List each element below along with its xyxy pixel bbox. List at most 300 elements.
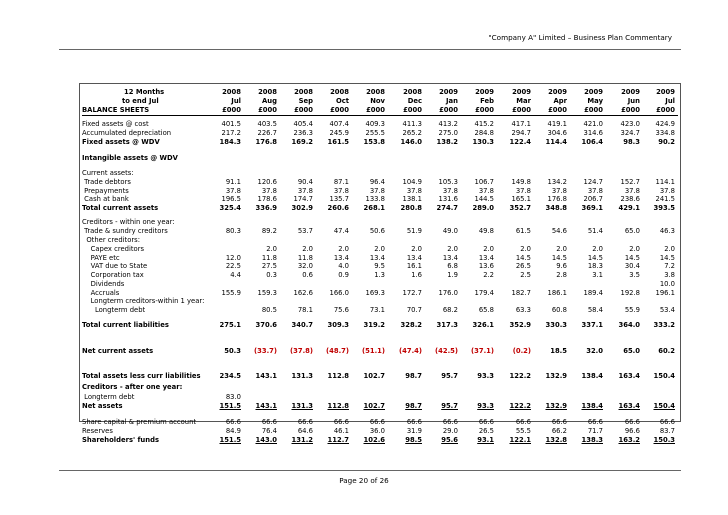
row-value-cell: 0.6	[302, 271, 313, 279]
row-value-cell: 83.0	[225, 393, 241, 401]
row-value-cell: 143.1	[255, 372, 277, 380]
row-value-cell: 421.0	[583, 120, 603, 128]
row-value-cell: 32.0	[586, 347, 603, 355]
row-value-cell: 132.9	[545, 402, 567, 410]
table-row	[82, 138, 678, 147]
row-value-cell: 90.2	[658, 138, 675, 146]
row-value-cell: £000	[294, 106, 313, 114]
row-value-cell: 13.4	[406, 254, 422, 262]
row-value-cell: 2.0	[266, 245, 277, 253]
row-value-cell: 112.7	[327, 436, 349, 444]
row-value-cell: 151.5	[219, 402, 241, 410]
row-value-cell: 2.0	[483, 245, 494, 253]
row-value-cell: 11.8	[261, 254, 277, 262]
row-value-cell: 2.0	[556, 245, 567, 253]
row-value-cell: 37.8	[515, 187, 531, 195]
table-row	[82, 262, 678, 271]
row-value-cell: 37.8	[333, 187, 349, 195]
row-value-cell: 66.2	[551, 427, 567, 435]
row-value-cell: 37.8	[442, 187, 458, 195]
header-year-cell: 2008	[294, 88, 313, 96]
row-value-cell: 26.5	[515, 262, 531, 270]
row-value-cell: 2.0	[664, 245, 675, 253]
document-header-title: "Company A" Limited – Business Plan Commentary	[488, 33, 672, 42]
row-value-cell: 234.5	[219, 372, 241, 380]
row-value-cell: 49.8	[478, 227, 494, 235]
row-value-cell: 336.9	[255, 204, 277, 212]
row-value-cell: 131.6	[438, 195, 458, 203]
row-value-cell: 80.3	[225, 227, 241, 235]
row-value-cell: 104.9	[402, 178, 422, 186]
row-value-cell: 132.9	[545, 372, 567, 380]
row-label: Total current assets	[82, 204, 159, 212]
row-value-cell: £000	[222, 106, 241, 114]
row-value-cell: £000	[512, 106, 531, 114]
row-value-cell: 84.9	[225, 427, 241, 435]
row-value-cell: 78.1	[297, 306, 313, 314]
row-value-cell: 32.0	[297, 262, 313, 270]
row-value-cell: £000	[584, 106, 603, 114]
row-value-cell: 407.4	[329, 120, 349, 128]
row-value-cell: 80.5	[261, 306, 277, 314]
table-row	[82, 204, 678, 213]
row-value-cell: 2.0	[447, 245, 458, 253]
row-value-cell: 93.3	[477, 372, 494, 380]
page-number: Page 20 of 26	[339, 476, 389, 485]
row-value-cell: 314.6	[583, 129, 603, 137]
row-value-cell: 98.3	[623, 138, 640, 146]
row-label: Reserves	[82, 427, 113, 435]
row-value-cell: 122.4	[509, 138, 531, 146]
row-value-cell: 58.4	[587, 306, 603, 314]
row-value-cell: 0.9	[338, 271, 349, 279]
row-value-cell: 90.4	[297, 178, 313, 186]
row-value-cell: 138.4	[581, 402, 603, 410]
row-value-cell: 55.9	[624, 306, 640, 314]
row-value-cell: 26.5	[478, 427, 494, 435]
header-year-cell: 2008	[330, 88, 349, 96]
row-value-cell: 192.8	[620, 289, 640, 297]
row-value-cell: 132.8	[545, 436, 567, 444]
row-value-cell: 161.5	[327, 138, 349, 146]
table-row	[82, 347, 678, 356]
row-value-cell: 14.5	[659, 254, 675, 262]
row-value-cell: 50.3	[224, 347, 241, 355]
row-value-cell: 317.3	[436, 321, 458, 329]
row-value-cell: 2.0	[374, 245, 385, 253]
row-value-cell: 14.5	[624, 254, 640, 262]
row-value-cell: 144.5	[474, 195, 494, 203]
row-value-cell: 55.5	[515, 427, 531, 435]
row-value-cell: 3.5	[629, 271, 640, 279]
row-value-cell: 274.7	[436, 204, 458, 212]
table-row	[82, 227, 678, 236]
row-value-cell: 73.1	[369, 306, 385, 314]
row-value-cell: (37.8)	[290, 347, 313, 355]
row-label: Total assets less curr liabilities	[82, 372, 201, 380]
table-row	[82, 120, 678, 129]
row-value-cell: 165.1	[511, 195, 531, 203]
row-value-cell: 150.4	[653, 402, 675, 410]
row-label: Creditors - within one year:	[82, 218, 175, 226]
row-label: BALANCE SHEETS	[82, 106, 150, 114]
row-label: Fixed assets @ cost	[82, 120, 149, 128]
row-value-cell: 30.4	[624, 262, 640, 270]
row-label: Share capital & premium account	[82, 418, 197, 426]
row-value-cell: 337.1	[581, 321, 603, 329]
row-value-cell: 196.1	[655, 289, 675, 297]
row-value-cell: 174.7	[293, 195, 313, 203]
row-value-cell: 66.6	[369, 418, 385, 426]
row-value-cell: 14.5	[587, 254, 603, 262]
row-value-cell: 66.6	[478, 418, 494, 426]
header-month-cell: Sep	[298, 97, 313, 105]
row-value-cell: 91.1	[225, 178, 241, 186]
row-value-cell: 66.6	[333, 418, 349, 426]
row-value-cell: 95.7	[441, 402, 458, 410]
row-label: Accruals	[82, 289, 120, 297]
row-value-cell: 75.6	[333, 306, 349, 314]
row-value-cell: 401.5	[221, 120, 241, 128]
row-value-cell: 65.8	[478, 306, 494, 314]
row-value-cell: £000	[258, 106, 277, 114]
row-value-cell: 50.6	[369, 227, 385, 235]
row-value-cell: 176.0	[438, 289, 458, 297]
row-value-cell: 66.6	[551, 418, 567, 426]
header-year-cell: 2009	[548, 88, 567, 96]
row-value-cell: (33.7)	[254, 347, 277, 355]
row-value-cell: 415.2	[474, 120, 494, 128]
header-month-cell: Feb	[480, 97, 494, 105]
row-label: Prepayments	[82, 187, 129, 195]
row-value-cell: 105.3	[438, 178, 458, 186]
row-value-cell: 163.4	[618, 402, 640, 410]
header-year-cell: 2008	[403, 88, 422, 96]
row-value-cell: 37.8	[297, 187, 313, 195]
row-value-cell: 319.2	[363, 321, 385, 329]
table-row	[82, 418, 678, 427]
row-value-cell: 176.8	[255, 138, 277, 146]
row-value-cell: 106.4	[581, 138, 603, 146]
row-value-cell: 98.5	[405, 436, 422, 444]
row-value-cell: 260.6	[327, 204, 349, 212]
row-value-cell: 6.8	[447, 262, 458, 270]
row-value-cell: 102.7	[363, 402, 385, 410]
header-month-cell: Dec	[407, 97, 422, 105]
row-value-cell: 66.6	[624, 418, 640, 426]
row-value-cell: 3.8	[664, 271, 675, 279]
row-value-cell: 54.6	[551, 227, 567, 235]
header-year-cell: 2009	[656, 88, 675, 96]
row-value-cell: 186.1	[547, 289, 567, 297]
row-label: Accumulated depreciation	[82, 129, 172, 137]
row-value-cell: 66.6	[297, 418, 313, 426]
row-value-cell: 2.8	[556, 271, 567, 279]
row-label: Creditors - after one year:	[82, 383, 183, 391]
row-value-cell: 66.6	[587, 418, 603, 426]
row-value-cell: 96.6	[624, 427, 640, 435]
row-label: Dividends	[82, 280, 125, 288]
row-value-cell: 178.6	[257, 195, 277, 203]
row-value-cell: 13.4	[333, 254, 349, 262]
row-value-cell: 66.6	[442, 418, 458, 426]
row-value-cell: 60.8	[551, 306, 567, 314]
row-value-cell: 76.4	[261, 427, 277, 435]
row-value-cell: 31.9	[406, 427, 422, 435]
row-value-cell: 37.8	[551, 187, 567, 195]
row-value-cell: 93.3	[477, 402, 494, 410]
header-month-cell: Jul	[665, 97, 675, 105]
row-value-cell: £000	[330, 106, 349, 114]
row-value-cell: 245.9	[329, 129, 349, 137]
row-value-cell: 151.5	[219, 436, 241, 444]
row-value-cell: 280.8	[400, 204, 422, 212]
row-label: Fixed assets @ WDV	[82, 138, 160, 146]
header-month-cell: Mar	[516, 97, 531, 105]
row-value-cell: 146.0	[400, 138, 422, 146]
row-value-cell: 13.4	[442, 254, 458, 262]
row-value-cell: 138.4	[581, 372, 603, 380]
row-value-cell: 169.3	[365, 289, 385, 297]
row-value-cell: 131.3	[291, 402, 313, 410]
row-label: Net current assets	[82, 347, 154, 355]
row-value-cell: 2.0	[338, 245, 349, 253]
row-value-cell: 120.6	[257, 178, 277, 186]
row-value-cell: 393.5	[653, 204, 675, 212]
row-value-cell: 1.9	[447, 271, 458, 279]
row-value-cell: 255.5	[365, 129, 385, 137]
row-value-cell: 206.7	[583, 195, 603, 203]
row-label: Capex creditors	[82, 245, 145, 253]
row-value-cell: 27.5	[261, 262, 277, 270]
table-row	[82, 271, 678, 280]
row-label: Intangible assets @ WDV	[82, 154, 178, 162]
table-row	[82, 106, 678, 115]
header-label-12-months: 12 Months	[124, 88, 165, 96]
row-value-cell: 10.0	[659, 280, 675, 288]
row-value-cell: 60.2	[658, 347, 675, 355]
row-value-cell: 325.4	[219, 204, 241, 212]
row-value-cell: 417.1	[511, 120, 531, 128]
row-value-cell: 370.6	[255, 321, 277, 329]
row-value-cell: 265.2	[402, 129, 422, 137]
row-value-cell: 138.2	[436, 138, 458, 146]
row-value-cell: 2.0	[411, 245, 422, 253]
row-value-cell: 364.0	[618, 321, 640, 329]
row-value-cell: £000	[621, 106, 640, 114]
row-value-cell: 68.2	[442, 306, 458, 314]
header-year-cell: 2008	[366, 88, 385, 96]
header-month-cell: May	[587, 97, 603, 105]
table-row	[82, 178, 678, 187]
row-value-cell: 179.4	[474, 289, 494, 297]
row-value-cell: 159.3	[257, 289, 277, 297]
row-value-cell: 143.1	[255, 402, 277, 410]
row-value-cell: 46.1	[333, 427, 349, 435]
table-row	[82, 218, 678, 227]
row-value-cell: 53.4	[659, 306, 675, 314]
header-year-cell: 2009	[621, 88, 640, 96]
row-value-cell: 66.6	[261, 418, 277, 426]
row-value-cell: 150.4	[653, 372, 675, 380]
row-value-cell: £000	[656, 106, 675, 114]
row-value-cell: 150.3	[653, 436, 675, 444]
row-label: PAYE etc	[82, 254, 120, 262]
table-row	[82, 306, 678, 315]
table-row	[82, 402, 678, 411]
row-value-cell: 424.9	[655, 120, 675, 128]
row-value-cell: 155.9	[221, 289, 241, 297]
row-value-cell: 37.8	[369, 187, 385, 195]
table-row	[82, 383, 678, 392]
row-value-cell: 289.0	[472, 204, 494, 212]
row-value-cell: 11.8	[297, 254, 313, 262]
row-label: Longterm debt	[82, 393, 135, 401]
row-value-cell: 163.4	[618, 372, 640, 380]
row-value-cell: 352.7	[509, 204, 531, 212]
row-value-cell: 51.4	[587, 227, 603, 235]
row-value-cell: 37.8	[225, 187, 241, 195]
row-value-cell: 122.1	[509, 436, 531, 444]
row-value-cell: 106.7	[474, 178, 494, 186]
row-value-cell: 369.1	[581, 204, 603, 212]
row-value-cell: 66.6	[406, 418, 422, 426]
row-value-cell: 143.0	[255, 436, 277, 444]
row-value-cell: 184.3	[219, 138, 241, 146]
row-value-cell: 423.0	[620, 120, 640, 128]
row-value-cell: (37.1)	[471, 347, 494, 355]
table-row	[82, 195, 678, 204]
header-month-cell: Jun	[627, 97, 640, 105]
row-value-cell: 189.4	[583, 289, 603, 297]
row-value-cell: 13.6	[478, 262, 494, 270]
row-value-cell: £000	[439, 106, 458, 114]
row-value-cell: 226.7	[257, 129, 277, 137]
row-value-cell: 66.6	[659, 418, 675, 426]
row-value-cell: 138.1	[402, 195, 422, 203]
row-value-cell: 0.3	[266, 271, 277, 279]
table-row	[82, 321, 678, 330]
row-value-cell: 53.7	[297, 227, 313, 235]
row-value-cell: 112.8	[327, 402, 349, 410]
row-value-cell: 18.5	[550, 347, 567, 355]
header-year-cell: 2008	[222, 88, 241, 96]
row-label: VAT due to State	[82, 262, 148, 270]
row-label: Other creditors:	[82, 236, 140, 244]
row-value-cell: 340.7	[291, 321, 313, 329]
table-row	[82, 393, 678, 402]
row-value-cell: 47.4	[333, 227, 349, 235]
row-value-cell: 66.6	[225, 418, 241, 426]
row-value-cell: 330.3	[545, 321, 567, 329]
row-value-cell: 419.1	[547, 120, 567, 128]
row-value-cell: 166.0	[329, 289, 349, 297]
row-value-cell: 162.6	[293, 289, 313, 297]
row-value-cell: 182.7	[511, 289, 531, 297]
row-value-cell: (0.2)	[512, 347, 531, 355]
row-value-cell: 348.8	[545, 204, 567, 212]
table-row	[82, 427, 678, 436]
row-value-cell: (51.1)	[362, 347, 385, 355]
header-underline-rule	[82, 115, 678, 116]
row-value-cell: £000	[403, 106, 422, 114]
table-row	[82, 280, 678, 289]
row-value-cell: 14.5	[551, 254, 567, 262]
row-label: Total current liabilities	[82, 321, 169, 329]
row-value-cell: 98.7	[405, 402, 422, 410]
header-month-cell: Nov	[370, 97, 385, 105]
row-value-cell: 2.0	[629, 245, 640, 253]
table-row	[82, 436, 678, 445]
row-value-cell: 4.4	[230, 271, 241, 279]
row-value-cell: 61.5	[515, 227, 531, 235]
row-value-cell: 176.8	[547, 195, 567, 203]
row-value-cell: 409.3	[365, 120, 385, 128]
row-value-cell: 2.0	[592, 245, 603, 253]
row-value-cell: 328.2	[400, 321, 422, 329]
header-year-cell: 2009	[439, 88, 458, 96]
row-value-cell: 304.6	[547, 129, 567, 137]
row-value-cell: 131.3	[291, 372, 313, 380]
row-value-cell: 138.3	[581, 436, 603, 444]
table-row	[82, 169, 678, 178]
row-label: Current assets:	[82, 169, 134, 177]
row-value-cell: 2.5	[520, 271, 531, 279]
row-value-cell: (48.7)	[326, 347, 349, 355]
row-value-cell: 238.6	[620, 195, 640, 203]
row-value-cell: 66.6	[515, 418, 531, 426]
row-value-cell: 22.5	[225, 262, 241, 270]
row-value-cell: 405.4	[293, 120, 313, 128]
row-value-cell: 9.5	[374, 262, 385, 270]
row-value-cell: 7.2	[664, 262, 675, 270]
row-value-cell: 37.8	[406, 187, 422, 195]
header-year-cell: 2009	[512, 88, 531, 96]
row-value-cell: £000	[548, 106, 567, 114]
row-value-cell: 37.8	[587, 187, 603, 195]
row-label: Trade & sundry creditors	[82, 227, 168, 235]
row-value-cell: 152.7	[620, 178, 640, 186]
row-value-cell: (42.5)	[435, 347, 458, 355]
header-month-cell: Oct	[335, 97, 349, 105]
row-value-cell: 411.3	[402, 120, 422, 128]
row-value-cell: 241.5	[655, 195, 675, 203]
row-value-cell: 352.9	[509, 321, 531, 329]
header-month-cell: Apr	[553, 97, 567, 105]
header-year-cell: 2008	[258, 88, 277, 96]
row-value-cell: 65.0	[624, 227, 640, 235]
row-value-cell: 275.0	[438, 129, 458, 137]
row-value-cell: 70.7	[406, 306, 422, 314]
row-value-cell: 36.0	[369, 427, 385, 435]
row-value-cell: (47.4)	[399, 347, 422, 355]
row-value-cell: 326.1	[472, 321, 494, 329]
table-row	[82, 154, 678, 163]
row-value-cell: 2.0	[302, 245, 313, 253]
header-rule	[59, 49, 681, 50]
row-value-cell: 135.7	[329, 195, 349, 203]
row-value-cell: 96.4	[369, 178, 385, 186]
row-value-cell: £000	[366, 106, 385, 114]
header-month-cell: Aug	[262, 97, 277, 105]
row-value-cell: 9.6	[556, 262, 567, 270]
row-value-cell: 153.8	[363, 138, 385, 146]
row-value-cell: 102.6	[363, 436, 385, 444]
row-value-cell: 14.5	[515, 254, 531, 262]
row-value-cell: 63.3	[515, 306, 531, 314]
table-row	[82, 129, 678, 138]
row-value-cell: 133.8	[365, 195, 385, 203]
